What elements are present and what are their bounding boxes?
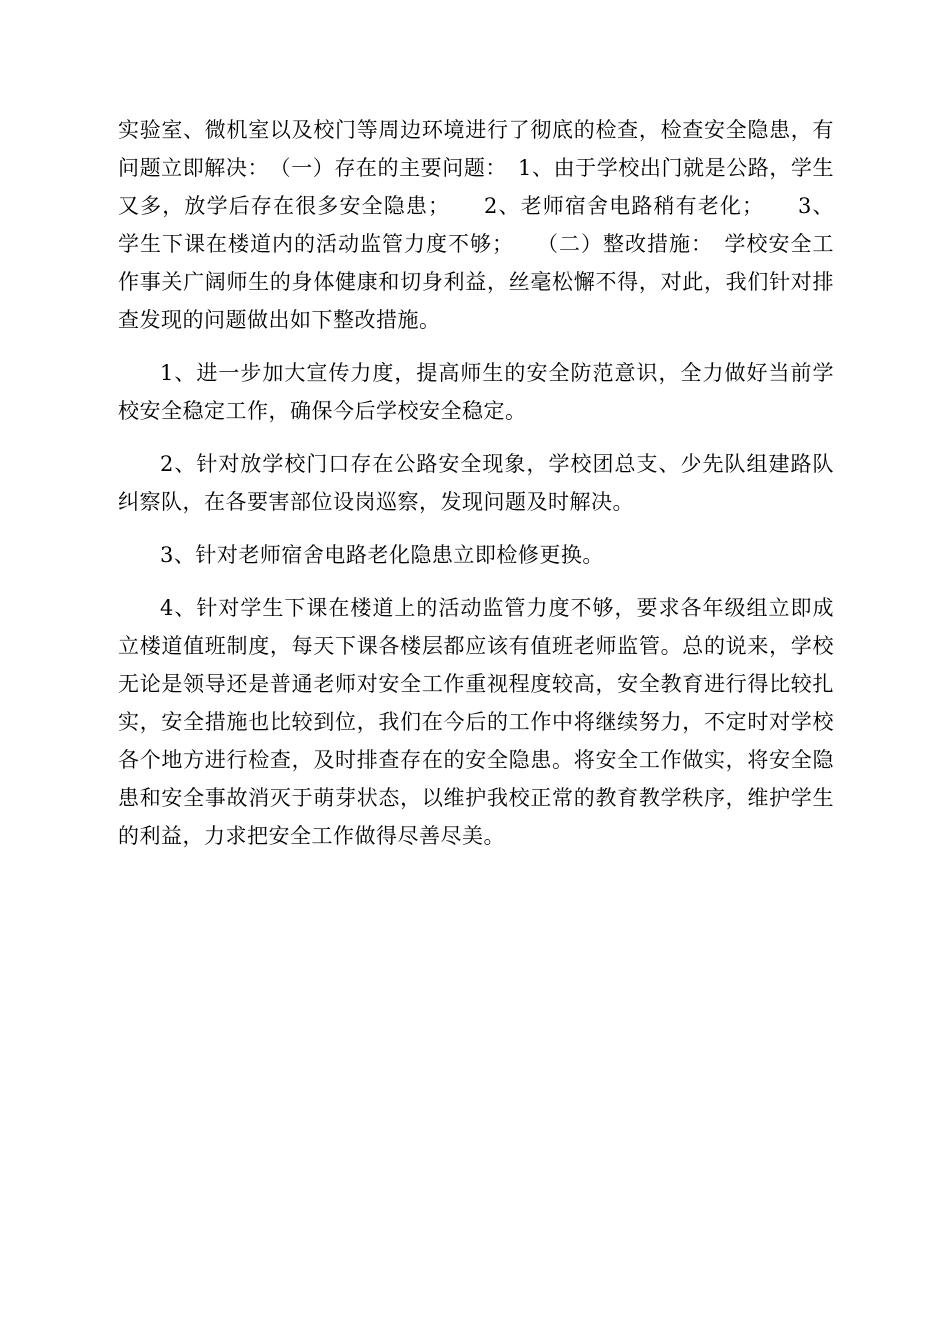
- paragraph-measure-2: 2、针对放学校门口存在公路安全现象，学校团总支、少先队组建路队纠察队，在各要害部位设岗巡察，发现问题及时解决。: [118, 452, 834, 514]
- paragraph-inspection-summary: 实验室、微机室以及校门等周边环境进行了彻底的检查，检查安全隐患，有问题立即解决： （一）存在的主要问题： 1、由于学校出门就是公路，学生又多，放学后存在很多安全隐患； 2、老师宿舍电路稍有老化； 3、学生下课在楼道内的活动监管力度不够； （二）整改措施： 学校安全工作事关广阔师生的身体健康和切身利益，丝毫松懈不得，对此，我们针对排查发现的问题做出如下整改措施。: [118, 118, 834, 332]
- paragraph-measure-1: 1、进一步加大宣传力度，提高师生的安全防范意识，全力做好当前学校安全稳定工作，确保今后学校安全稳定。: [118, 361, 834, 423]
- paragraph-measure-3: 3、针对老师宿舍电路老化隐患立即检修更换。: [160, 543, 604, 567]
- paragraph-measure-4: 4、针对学生下课在楼道上的活动监管力度不够，要求各年级组立即成立楼道值班制度，每天下课各楼层都应该有值班老师监管。总的说来，学校无论是领导还是普通老师对安全工作重视程度较高，安全教育进行得比较扎实，安全措施也比较到位，我们在今后的工作中将继续努力，不定时对学校各个地方进行检查，及时排查存在的安全隐患。将安全工作做实，将安全隐患和安全事故消灭于萌芽状态，以维护我校正常的教育教学秩序，维护学生的利益，力求把安全工作做得尽善尽美。: [118, 596, 834, 848]
- document-page: [118, 111, 834, 855]
